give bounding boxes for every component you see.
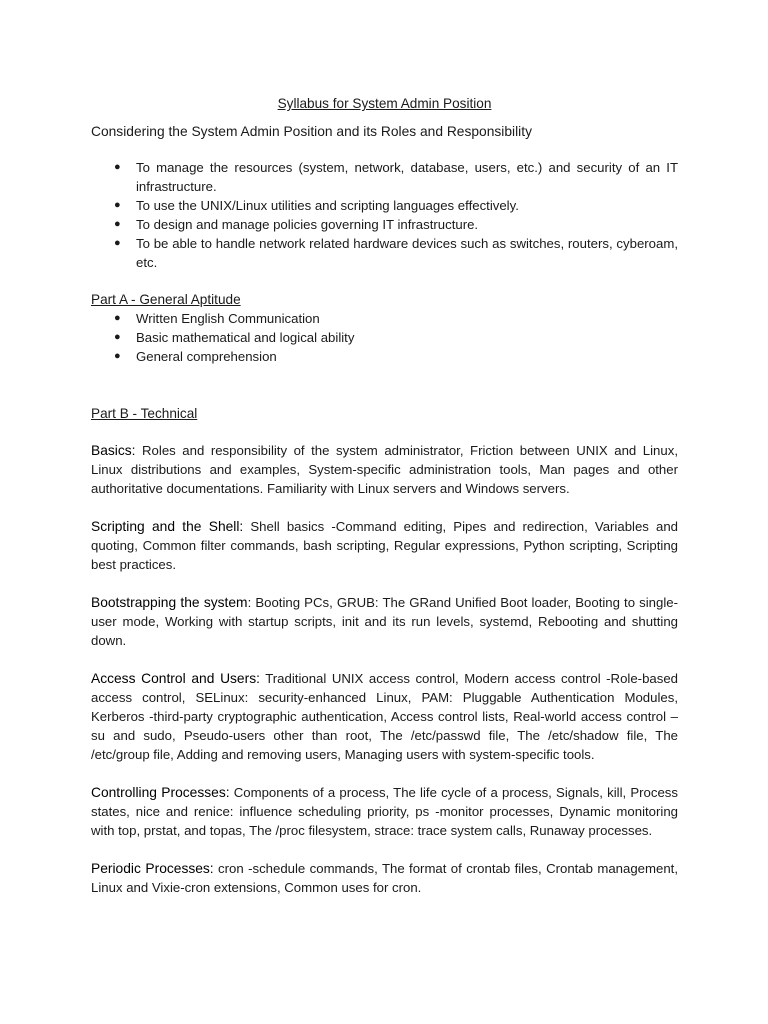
part-b-heading: Part B - Technical [91,406,198,421]
responsibilities-list [91,158,678,272]
section-label: Scripting and the Shell: [91,519,244,534]
part-a-heading: Part A - General Aptitude [91,292,241,307]
controlling-processes-paragraph: Controlling Processes: Components of a process, The life cycle of a process, Signals, kill, Process states, nice and renice: influence scheduling priority, ps -monitor processes, Dynamic monitoring with top, prstat, and topas, The /proc filesystem, strace: trace system calls, Runaway processes. [91,785,678,838]
list-item: ● General comprehension [114,349,277,364]
bullet-icon: ● [114,331,121,343]
bullet-icon: ● [114,350,121,362]
section-label: Basics: [91,443,136,458]
list-item: ● To design and manage policies governing IT infrastructure. [114,217,479,232]
section-label: Controlling Processes: [91,785,230,800]
aptitude-list [91,309,678,366]
basics-paragraph: Basics: Roles and responsibility of the system administrator, Friction between UNIX and Linux, Linux distributions and examples, System-specific administration tools, Man pages and other authoritative documentations. Familiarity with Linux servers and Windows servers. [91,443,678,496]
section-label: Bootstrapping the system [91,595,248,610]
bullet-icon: ● [114,199,121,211]
list-item: ● To use the UNIX/Linux utilities and scripting languages effectively. [114,198,519,213]
section-label: Access Control and Users: [91,671,260,686]
document-title: Syllabus for System Admin Position [277,96,492,111]
list-item: ● Written English Communication [114,311,320,326]
access-control-paragraph: Access Control and Users: Traditional UNIX access control, Modern access control -Role-based access control, SELinux: security-enhanced Linux, PAM: Pluggable Authentication Modules, Kerberos -third-party cryptographic authentication, Access control lists, Real-world access control –su and sudo, Pseudo-users other than root, The /etc/passwd file, The /etc/shadow file, The /etc/group file, Adding and removing users, Managing users with system-specific tools. [91,671,678,762]
bullet-icon: ● [114,161,121,173]
list-item: ● Basic mathematical and logical ability [114,330,355,345]
list-item: ● To be able to handle network related hardware devices such as switches, routers, cyberoam, etc. [114,236,678,270]
bootstrapping-paragraph: Bootstrapping the system: Booting PCs, GRUB: The GRand Unified Boot loader, Booting to single-user mode, Working with startup scripts, init and its run levels, systemd, Rebooting and shutting down. [91,595,678,648]
scripting-paragraph: Scripting and the Shell: Shell basics -Command editing, Pipes and redirection, Variables and quoting, Common filter commands, bash scripting, Regular expressions, Python scripting, Scripting best practices. [91,519,679,572]
bullet-icon: ● [114,218,121,230]
periodic-processes-paragraph: Periodic Processes: cron -schedule commands, The format of crontab files, Crontab management, Linux and Vixie-cron extensions, Common uses for cron. [91,861,679,895]
bullet-icon: ● [114,237,121,249]
bullet-icon: ● [114,312,121,324]
list-item: ● To manage the resources (system, network, database, users, etc.) and security of an IT infrastructure. [114,160,678,194]
document-subtitle: Considering the System Admin Position and its Roles and Responsibility [91,124,532,139]
section-label: Periodic Processes: [91,861,214,876]
